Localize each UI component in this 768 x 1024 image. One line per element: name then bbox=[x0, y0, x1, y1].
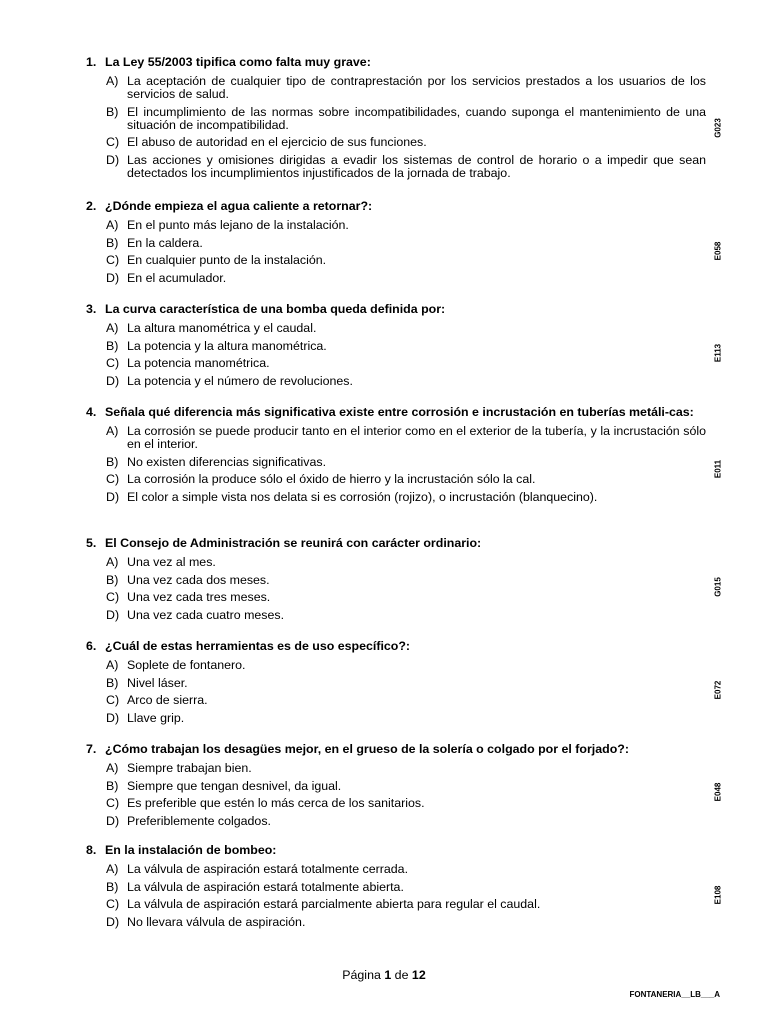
option-a bbox=[106, 863, 706, 876]
option-c bbox=[106, 591, 706, 604]
page-word: Página bbox=[342, 968, 381, 982]
option-a bbox=[106, 556, 706, 569]
option-letter: D) bbox=[106, 489, 120, 504]
option-a bbox=[106, 322, 706, 335]
option-letter: A) bbox=[106, 74, 119, 88]
option-letter: A) bbox=[106, 555, 119, 569]
question-text: La curva característica de una bomba queda definida por: bbox=[105, 302, 446, 316]
page-total: 12 bbox=[411, 968, 426, 982]
option-letter: B) bbox=[106, 235, 119, 250]
option-d bbox=[106, 375, 706, 388]
option-text: Soplete de fontanero. bbox=[127, 658, 246, 672]
question-6 bbox=[86, 639, 706, 729]
option-text: En el punto más lejano de la instalación. bbox=[127, 218, 349, 232]
option-text: La potencia manométrica. bbox=[127, 356, 270, 370]
option-text: En cualquier punto de la instalación. bbox=[127, 253, 327, 267]
option-text: No existen diferencias significativas. bbox=[127, 454, 327, 469]
option-text: La válvula de aspiración estará totalmente cerrada. bbox=[127, 862, 409, 876]
question-number: 6. bbox=[86, 639, 97, 653]
option-a bbox=[106, 659, 706, 672]
option-c bbox=[106, 898, 706, 911]
option-text: En el acumulador. bbox=[127, 270, 227, 285]
option-text: Una vez cada dos meses. bbox=[127, 572, 270, 587]
option-c bbox=[106, 254, 706, 267]
option-letter: C) bbox=[106, 356, 120, 370]
question-number: 1. bbox=[86, 55, 97, 69]
option-letter: B) bbox=[106, 778, 119, 793]
option-letter: B) bbox=[106, 454, 119, 469]
option-text: En la caldera. bbox=[127, 235, 203, 250]
option-d bbox=[106, 916, 706, 929]
question-text: ¿Cómo trabajan los desagües mejor, en el grueso de la solería o colgado por el forjado?: bbox=[105, 742, 629, 756]
option-letter: C) bbox=[106, 590, 120, 604]
page-number: 1 bbox=[384, 968, 392, 982]
option-d bbox=[106, 609, 706, 622]
option-text: Preferiblemente colgados. bbox=[127, 813, 271, 828]
option-text: La válvula de aspiración estará parcialmente abierta para regular el caudal. bbox=[127, 897, 541, 911]
option-text: Es preferible que estén lo más cerca de los sanitarios. bbox=[127, 796, 425, 810]
option-letter: A) bbox=[106, 658, 119, 672]
question-number: 3. bbox=[86, 302, 97, 316]
question-4 bbox=[86, 405, 706, 508]
option-letter: D) bbox=[106, 373, 120, 388]
document-reference: FONTANERIA__LB___A bbox=[629, 990, 720, 999]
option-b bbox=[106, 456, 706, 469]
option-letter: B) bbox=[106, 879, 119, 894]
question-number: 2. bbox=[86, 199, 97, 213]
option-text: Nivel láser. bbox=[127, 675, 188, 690]
option-letter: D) bbox=[106, 270, 120, 285]
option-letter: A) bbox=[106, 862, 119, 876]
option-letter: D) bbox=[106, 152, 120, 167]
option-c bbox=[106, 797, 706, 810]
option-letter: D) bbox=[106, 914, 120, 929]
question-text: ¿Cuál de estas herramientas es de uso específico?: bbox=[105, 639, 411, 653]
option-a bbox=[106, 425, 706, 451]
option-letter: A) bbox=[106, 218, 119, 232]
option-text: No llevara válvula de aspiración. bbox=[127, 914, 306, 929]
of-word: de bbox=[394, 968, 409, 982]
option-letter: B) bbox=[106, 572, 119, 587]
question-text: ¿Dónde empieza el agua caliente a retornar?: bbox=[105, 199, 373, 213]
option-c bbox=[106, 694, 706, 707]
option-b bbox=[106, 881, 706, 894]
option-letter: D) bbox=[106, 607, 120, 622]
option-a bbox=[106, 219, 706, 232]
option-a bbox=[106, 75, 706, 101]
option-letter: C) bbox=[106, 897, 120, 911]
option-letter: D) bbox=[106, 710, 120, 725]
option-text: Las acciones y omisiones dirigidas a evadir los sistemas de control de horario o a impedir que sean detectados los incumplimientos injustificados de la jornada de trabajo. bbox=[127, 152, 706, 180]
question-number: 7. bbox=[86, 742, 97, 756]
option-text: La altura manométrica y el caudal. bbox=[127, 321, 317, 335]
option-b bbox=[106, 106, 706, 132]
option-b bbox=[106, 237, 706, 250]
option-d bbox=[106, 272, 706, 285]
option-b bbox=[106, 780, 706, 793]
option-letter: C) bbox=[106, 472, 120, 486]
question-text: El Consejo de Administración se reunirá con carácter ordinario: bbox=[105, 536, 482, 550]
option-text: El abuso de autoridad en el ejercicio de sus funciones. bbox=[127, 135, 427, 149]
question-8 bbox=[86, 843, 706, 933]
option-text: La aceptación de cualquier tipo de contraprestación por los servicios prestados a los usuarios de los servicios de salud. bbox=[127, 74, 706, 101]
option-d bbox=[106, 154, 706, 180]
option-letter: B) bbox=[106, 675, 119, 690]
option-b bbox=[106, 340, 706, 353]
page-footer bbox=[0, 968, 768, 982]
option-text: Una vez cada cuatro meses. bbox=[127, 607, 285, 622]
option-letter: B) bbox=[106, 104, 119, 119]
option-letter: A) bbox=[106, 321, 119, 335]
option-letter: B) bbox=[106, 338, 119, 353]
question-text: La Ley 55/2003 tipifica como falta muy grave: bbox=[105, 55, 371, 69]
question-2 bbox=[86, 199, 706, 289]
option-c bbox=[106, 473, 706, 486]
option-text: La corrosión se puede producir tanto en el interior como en el exterior de la tubería, y la incrustación sólo en el interior. bbox=[127, 424, 706, 451]
question-3 bbox=[86, 302, 706, 392]
option-b bbox=[106, 574, 706, 587]
option-text: La válvula de aspiración estará totalmente abierta. bbox=[127, 879, 404, 894]
option-letter: C) bbox=[106, 135, 120, 149]
option-text: Siempre trabajan bien. bbox=[127, 761, 252, 775]
question-7 bbox=[86, 742, 706, 832]
option-text: Una vez al mes. bbox=[127, 555, 216, 569]
option-letter: A) bbox=[106, 761, 119, 775]
option-text: Arco de sierra. bbox=[127, 693, 208, 707]
option-text: Siempre que tengan desnivel, da igual. bbox=[127, 778, 342, 793]
option-c bbox=[106, 357, 706, 370]
option-letter: D) bbox=[106, 813, 120, 828]
question-text: En la instalación de bombeo: bbox=[105, 843, 277, 857]
option-c bbox=[106, 136, 706, 149]
option-d bbox=[106, 491, 706, 504]
option-text: El color a simple vista nos delata si es corrosión (rojizo), o incrustación (blanquecino). bbox=[127, 489, 598, 504]
question-1 bbox=[86, 55, 706, 184]
question-number: 4. bbox=[86, 405, 97, 419]
option-text: La potencia y el número de revoluciones. bbox=[127, 373, 353, 388]
option-letter: A) bbox=[106, 424, 119, 438]
question-number: 5. bbox=[86, 536, 97, 550]
option-text: La corrosión la produce sólo el óxido de hierro y la incrustación sólo la cal. bbox=[127, 472, 536, 486]
option-letter: C) bbox=[106, 253, 120, 267]
question-number: 8. bbox=[86, 843, 97, 857]
question-5 bbox=[86, 536, 706, 626]
option-a bbox=[106, 762, 706, 775]
option-letter: C) bbox=[106, 693, 120, 707]
option-text: Llave grip. bbox=[127, 710, 185, 725]
option-text: Una vez cada tres meses. bbox=[127, 590, 271, 604]
question-text: Señala qué diferencia más significativa existe entre corrosión e incrustación en tuberías metáli-cas: bbox=[105, 405, 694, 419]
option-d bbox=[106, 712, 706, 725]
option-text: La potencia y la altura manométrica. bbox=[127, 338, 327, 353]
option-text: El incumplimiento de las normas sobre incompatibilidades, cuando suponga el mantenimiento de una situación de incompatibilidad. bbox=[127, 104, 706, 132]
option-b bbox=[106, 677, 706, 690]
option-letter: C) bbox=[106, 796, 120, 810]
option-d bbox=[106, 815, 706, 828]
